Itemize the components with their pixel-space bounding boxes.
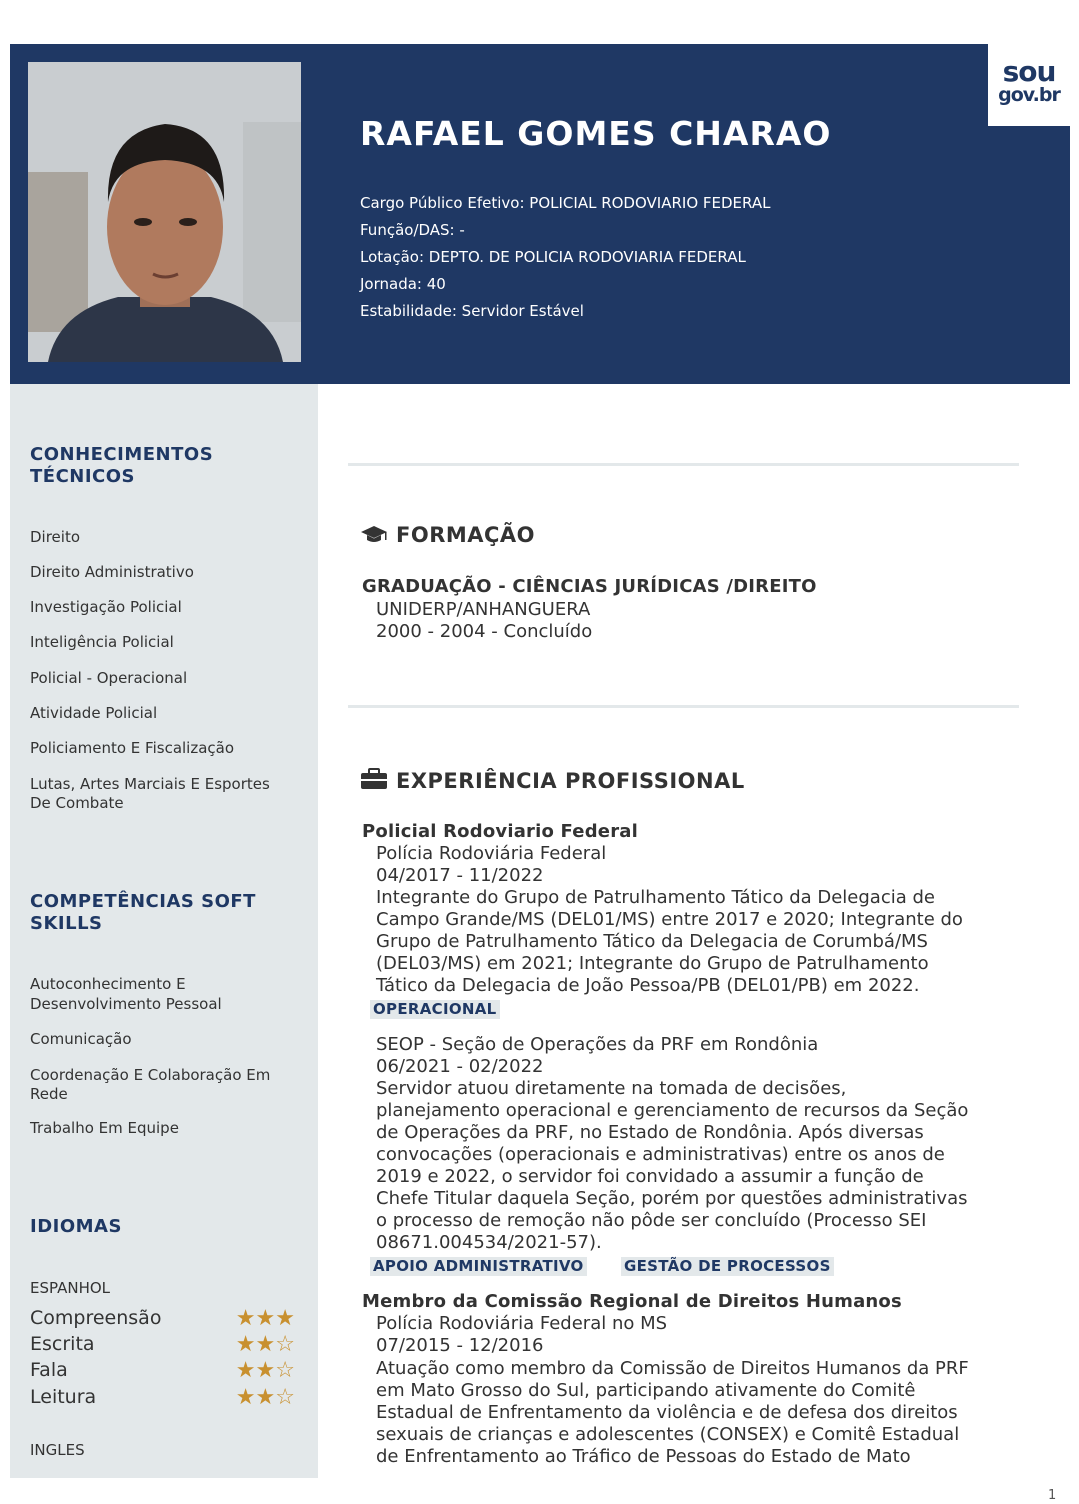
job-desc-line: convocações (operacionais e administrativas) entre os anos de (376, 1144, 945, 1165)
profile-name: RAFAEL GOMES CHARAO (360, 114, 832, 153)
star-icon: ★ (275, 1306, 295, 1331)
star-icon: ★ (255, 1306, 276, 1331)
job-desc-line: 2019 e 2022, o servidor foi convidado a assumir a função de (376, 1166, 924, 1187)
language-name-english: INGLES (30, 1441, 85, 1459)
language-skill-row (30, 1333, 295, 1359)
formacao-institution: UNIDERP/ANHANGUERA (376, 599, 591, 620)
star-icon: ★ (255, 1358, 276, 1383)
profile-photo (28, 62, 301, 362)
skill-label: Compreensão (30, 1307, 162, 1329)
job-desc-line: Atuação como membro da Comissão de Direitos Humanos da PRF (376, 1358, 969, 1379)
tech-title-line-1: CONHECIMENTOS (30, 444, 214, 465)
experiencia-title-text: EXPERIÊNCIA PROFISSIONAL (396, 769, 745, 793)
job-desc-line: Campo Grande/MS (DEL01/MS) entre 2017 e 2020; Integrante do (376, 909, 963, 930)
language-skill-row (30, 1359, 295, 1385)
soft-title-line-2: SKILLS (30, 913, 103, 934)
sidebar (10, 384, 318, 1478)
soft-item: Desenvolvimento Pessoal (30, 995, 222, 1013)
star-rating (236, 1306, 295, 1331)
language-skill-row (30, 1307, 295, 1333)
star-outline-icon: ☆ (275, 1358, 295, 1383)
skill-label: Leitura (30, 1386, 97, 1408)
info-jornada: Jornada: 40 (360, 275, 446, 293)
info-lotacao: Lotação: DEPTO. DE POLICIA RODOVIARIA FEDERAL (360, 248, 746, 266)
job-period: 06/2021 - 02/2022 (376, 1056, 544, 1077)
job-desc-line: Estadual de Enfrentamento da violência e de defesa dos direitos (376, 1402, 958, 1423)
info-cargo: Cargo Público Efetivo: POLICIAL RODOVIARIO FEDERAL (360, 194, 771, 212)
logo-line-2: gov.br (998, 84, 1060, 106)
soft-item: Comunicação (30, 1030, 132, 1048)
soft-item: Rede (30, 1085, 68, 1103)
job-desc-line: de Enfrentamento ao Tráfico de Pessoas do Estado de Mato (376, 1446, 911, 1467)
soft-title-line-1: COMPETÊNCIAS SOFT (30, 891, 256, 912)
soft-item: Coordenação E Colaboração Em (30, 1066, 271, 1084)
skill-tag: GESTÃO DE PROCESSOS (621, 1257, 834, 1276)
skill-tag: APOIO ADMINISTRATIVO (370, 1257, 587, 1276)
job-desc-line: em Mato Grosso do Sul, participando ativamente do Comitê (376, 1380, 916, 1401)
soft-item: Trabalho Em Equipe (30, 1119, 179, 1137)
job-desc-line: Grupo de Patrulhamento Tático da Delegacia de Corumbá/MS (376, 931, 928, 952)
job-desc-line: Integrante do Grupo de Patrulhamento Tático da Delegacia de (376, 887, 935, 908)
tech-item: Policial - Operacional (30, 669, 188, 687)
star-outline-icon: ☆ (275, 1385, 295, 1410)
job-desc-line: de Operações da PRF, no Estado de Rondônia. Após diversas (376, 1122, 924, 1143)
job-desc-line: sexuais de crianças e adolescentes (CONSEX) e Comitê Estadual (376, 1424, 960, 1445)
tech-item: Direito Administrativo (30, 563, 194, 581)
star-outline-icon: ☆ (275, 1332, 295, 1357)
page-number: 1 (1048, 1488, 1057, 1503)
job-desc-line: Servidor atuou diretamente na tomada de decisões, (376, 1078, 847, 1099)
info-estabilidade: Estabilidade: Servidor Estável (360, 302, 584, 320)
job-org: Polícia Rodoviária Federal (376, 843, 607, 864)
logo-line-1: sou (1002, 55, 1056, 88)
star-icon: ★ (235, 1358, 256, 1383)
profile-info (360, 194, 770, 329)
skill-tag: OPERACIONAL (370, 1000, 500, 1019)
job-desc-line: o processo de remoção não pôde ser concluído (Processo SEI (376, 1210, 927, 1231)
job-org: SEOP - Seção de Operações da PRF em Rondônia (376, 1034, 819, 1055)
language-skill-row (30, 1386, 295, 1412)
tech-item: Lutas, Artes Marciais E Esportes (30, 775, 270, 793)
star-icon: ★ (235, 1385, 256, 1410)
tech-item: Investigação Policial (30, 598, 182, 616)
job-org: Polícia Rodoviária Federal no MS (376, 1313, 668, 1334)
language-name-spanish: ESPANHOL (30, 1279, 111, 1297)
star-icon: ★ (255, 1332, 276, 1357)
skill-label: Escrita (30, 1333, 95, 1355)
star-icon: ★ (235, 1332, 256, 1357)
section-divider (348, 463, 1019, 466)
portrait-illustration (28, 62, 301, 362)
soft-skills-title (30, 891, 300, 935)
formacao-entry-title: GRADUAÇÃO - CIÊNCIAS JURÍDICAS /DIREITO (362, 576, 817, 597)
info-funcao: Função/DAS: - (360, 221, 465, 239)
star-rating (236, 1358, 295, 1383)
job-period: 04/2017 - 11/2022 (376, 865, 544, 886)
skill-label: Fala (30, 1359, 68, 1381)
tech-item: Policiamento E Fiscalização (30, 739, 235, 757)
job-desc-line: 08671.004534/2021-57). (376, 1232, 602, 1253)
tech-item: Inteligência Policial (30, 633, 174, 651)
briefcase-icon (360, 768, 388, 790)
star-icon: ★ (235, 1306, 256, 1331)
job-desc-line: Tático da Delegacia de João Pessoa/PB (DEL01/PB) em 2022. (376, 975, 920, 996)
formacao-period: 2000 - 2004 - Concluído (376, 621, 593, 642)
formacao-section-title (360, 523, 535, 547)
star-rating (236, 1385, 295, 1410)
tech-item: Direito (30, 528, 81, 546)
formacao-title-text: FORMAÇÃO (396, 523, 536, 547)
graduation-cap-icon (360, 524, 388, 544)
job-desc-line: (DEL03/MS) em 2021; Integrante do Grupo de Patrulhamento (376, 953, 929, 974)
profile-header (10, 44, 1070, 384)
section-divider (348, 705, 1019, 708)
experiencia-section-title (360, 768, 745, 793)
star-icon: ★ (255, 1385, 276, 1410)
job-title: Membro da Comissão Regional de Direitos Humanos (362, 1291, 902, 1312)
tech-skills-title (30, 444, 300, 488)
soft-item: Autoconhecimento E (30, 975, 186, 993)
job-desc-line: Chefe Titular daquela Seção, porém por questões administrativas (376, 1188, 968, 1209)
star-rating (236, 1332, 295, 1357)
tech-item: Atividade Policial (30, 704, 158, 722)
sou-govbr-logo (988, 44, 1070, 126)
job-period: 07/2015 - 12/2016 (376, 1335, 544, 1356)
job-desc-line: planejamento operacional e gerenciamento de recursos da Seção (376, 1100, 969, 1121)
languages-title: IDIOMAS (30, 1216, 122, 1237)
tech-item: De Combate (30, 794, 124, 812)
tech-title-line-2: TÉCNICOS (30, 466, 136, 487)
job-title: Policial Rodoviario Federal (362, 821, 638, 842)
